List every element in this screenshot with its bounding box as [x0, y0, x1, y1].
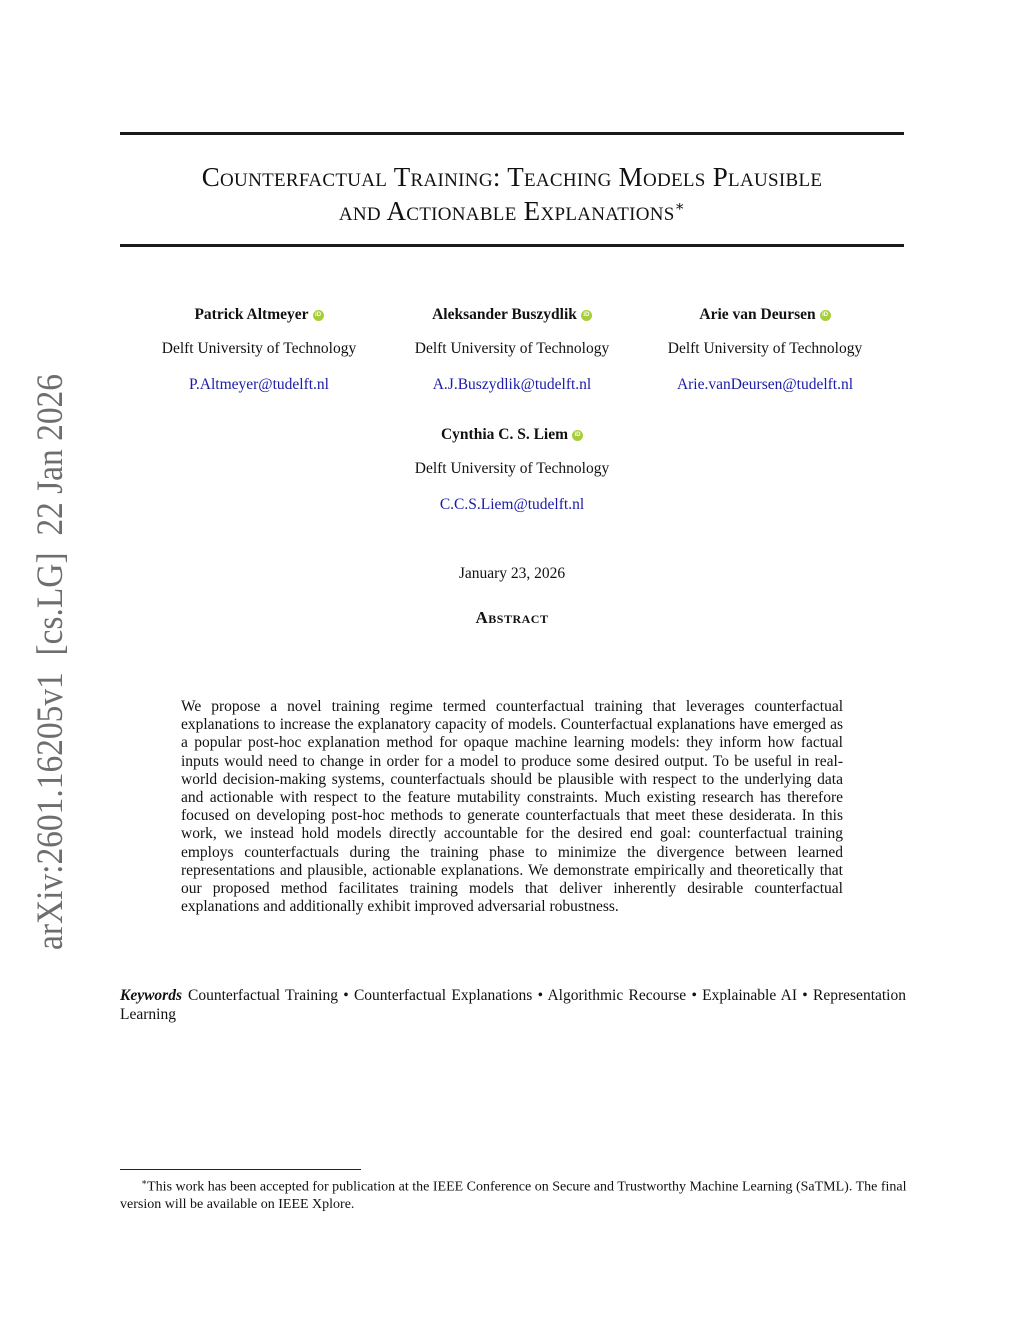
- title-line-1: Counterfactual Training: Teaching Models Plausible: [201, 162, 823, 192]
- author-name: Patrick Altmeyer: [194, 306, 309, 323]
- orcid-icon[interactable]: [572, 430, 583, 441]
- author-name: Aleksander Buszydlik: [432, 306, 577, 323]
- footnote-rule: [120, 1169, 361, 1170]
- arxiv-stamp-text: arXiv:2601.16205v1 [cs.LG] 22 Jan 2026: [30, 372, 71, 950]
- abstract-text: We propose a novel training regime termed counterfactual training that leverages counterfactual explanations to increase the explanatory capacity of models. Counterfactual explanations have emerged as a popular post-hoc explanation method for opaque machine learning models: they inform how factual inputs would need to change in order for a model to produce some desired output. To be useful in real-world decision-making systems, counterfactuals should be plausible with respect to the underlying data and actionable with respect to the feature mutability constraints. Much existing research has therefore focused on developing post-hoc methods to generate counterfactuals that meet these desiderata. In this work, we instead hold models directly accountable for the desired end goal: counterfactual training employs counterfactuals during the training phase to minimize the divergence between learned representations and plausible, actionable explanations. We demonstrate empirically and theoretically that our proposed method facilitates training models that deliver inherently desirable counterfactual explanations and additionally exhibit improved adversarial robustness.: [181, 698, 843, 916]
- author-affiliation: Delft University of Technology: [414, 460, 610, 477]
- keywords-block: [120, 987, 906, 1024]
- footnote-mark: ∗: [141, 1177, 148, 1187]
- paper-date: January 23, 2026: [458, 565, 566, 582]
- author-email-link[interactable]: C.C.S.Liem@tudelft.nl: [439, 496, 585, 513]
- keywords-text: Counterfactual Training • Counterfactual Explanations • Algorithmic Recourse • Explainable AI • Representation Learning: [120, 987, 906, 1023]
- author-block: [134, 304, 384, 398]
- orcid-icon[interactable]: [820, 310, 831, 321]
- title-bottom-rule: [120, 244, 904, 247]
- author-affiliation: Delft University of Technology: [414, 340, 610, 357]
- abstract-heading: Abstract: [475, 608, 549, 627]
- author-name: Cynthia C. S. Liem: [440, 426, 569, 443]
- author-email-link[interactable]: A.J.Buszydlik@tudelft.nl: [432, 376, 592, 393]
- paper-title: [120, 160, 904, 228]
- author-email-link[interactable]: Arie.vanDeursen@tudelft.nl: [676, 376, 854, 393]
- title-top-rule: [120, 132, 904, 135]
- orcid-icon[interactable]: [313, 310, 324, 321]
- author-affiliation: Delft University of Technology: [667, 340, 863, 357]
- arxiv-side-stamp: [20, 372, 76, 950]
- author-name: Arie van Deursen: [699, 306, 816, 323]
- author-block: [640, 304, 890, 398]
- footnote: [120, 1174, 910, 1214]
- title-line-2-text: and Actionable Explanations: [338, 196, 675, 226]
- title-footnote-mark: ∗: [674, 199, 686, 215]
- orcid-icon[interactable]: [581, 310, 592, 321]
- title-line-2: [120, 194, 904, 228]
- author-email-link[interactable]: P.Altmeyer@tudelft.nl: [189, 376, 329, 393]
- author-affiliation: Delft University of Technology: [161, 340, 357, 357]
- keywords-label: Keywords: [120, 987, 182, 1004]
- footnote-text: This work has been accepted for publication at the IEEE Conference on Secure and Trustworthy Machine Learning (SaTML). The final version will be available on IEEE Xplore.: [120, 1179, 907, 1213]
- author-block: [387, 424, 637, 518]
- author-block: [387, 304, 637, 398]
